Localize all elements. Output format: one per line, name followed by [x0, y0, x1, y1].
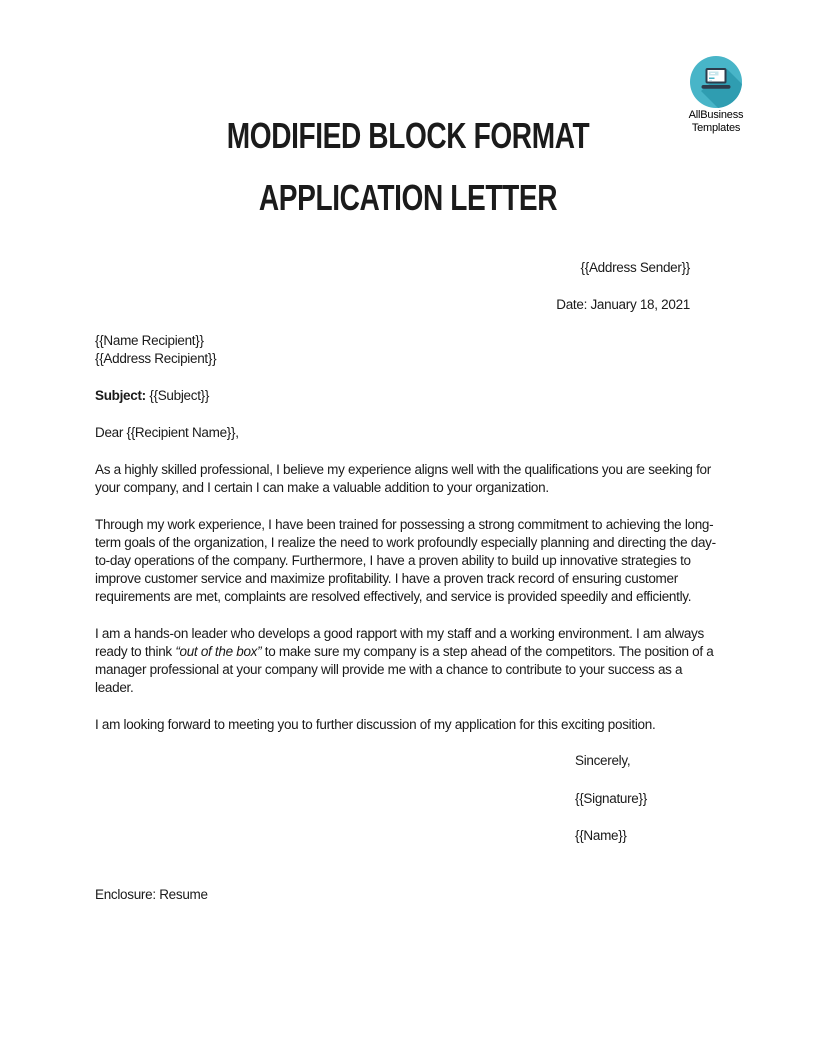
paragraph-3-text-before: I am a hands-on leader who develops a good rapport with my staff and a working environment. I am always ready to think — [95, 626, 704, 659]
brand-name-line1: AllBusiness — [688, 109, 744, 121]
date-line: Date: January 18, 2021 — [556, 297, 690, 312]
sender-address-placeholder: {{Address Sender}} — [580, 260, 690, 275]
subject-label: Subject: — [95, 388, 146, 403]
closing-block — [575, 752, 720, 845]
document-title-line1: MODIFIED BLOCK FORMAT — [226, 115, 590, 156]
paragraph-3-text-after: to make sure my company is a step ahead of the competitors. The position of a manager professional at your company will provide me with a chance to contribute to your success as a leader. — [95, 644, 714, 695]
subject-line — [95, 387, 720, 405]
paragraph-3-italic-phrase: “out of the box” — [175, 644, 262, 659]
body-paragraph-2: Through my work experience, I have been trained for possessing a strong commitment to achieving the long-term goals of the organization, I realize the need to work profoundly especially planning and directing the day-to-day operations of the company. Furthermore, I have a proven ability to build up innovative strategies to improve customer service and maximize profitability. I have a proven track record of ensuring customer requirements are met, complaints are resolved effectively, and service is provided speedily and efficiently. — [95, 517, 716, 604]
laptop-screen-dash — [711, 73, 716, 74]
recipient-name-placeholder: {{Name Recipient}} — [95, 333, 204, 348]
laptop-glyph — [702, 68, 731, 89]
enclosure-line: Enclosure: Resume — [95, 887, 208, 902]
laptop-base — [702, 85, 731, 89]
body-paragraph-3 — [95, 625, 720, 697]
body-paragraph-4: I am looking forward to meeting you to further discussion of my application for this exciting position. — [95, 717, 656, 732]
body-paragraph-1: As a highly skilled professional, I believe my experience aligns well with the qualifications you are seeking for your company, and I certain I can make a valuable addition to your organization. — [95, 462, 711, 495]
letter-body — [0, 259, 816, 904]
laptop-screen-dot — [709, 80, 712, 81]
recipient-address-placeholder: {{Address Recipient}} — [95, 351, 217, 366]
salutation: Dear {{Recipient Name}}, — [95, 425, 239, 440]
name-placeholder: {{Name}} — [575, 828, 627, 843]
laptop-screen-line — [709, 78, 715, 80]
brand-name-line2: Templates — [691, 122, 741, 134]
signature-placeholder: {{Signature}} — [575, 791, 647, 806]
subject-placeholder: {{Subject}} — [149, 388, 210, 403]
closing-sincerely: Sincerely, — [575, 753, 631, 768]
laptop-icon — [690, 56, 742, 108]
recipient-block — [95, 332, 720, 368]
document-title-line2: APPLICATION LETTER — [258, 177, 558, 218]
